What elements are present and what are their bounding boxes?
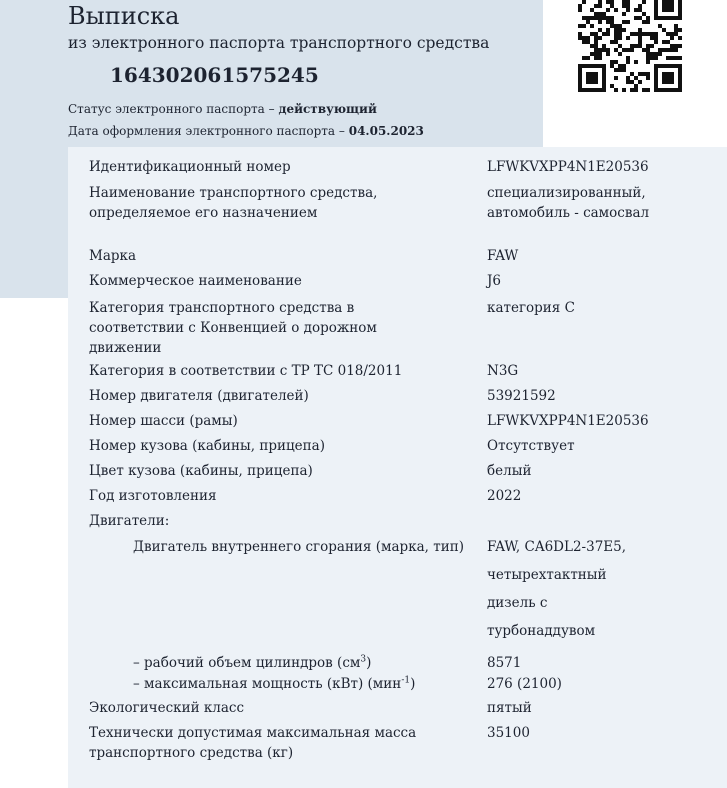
brand-label: Марка [89, 248, 136, 264]
vehicle-name-value-1: специализированный, [487, 185, 646, 201]
category-tr-label: Категория в соответствии с ТР ТС 018/2011 [89, 363, 403, 379]
vehicle-name-label-1: Наименование транспортного средства, [89, 185, 378, 201]
body-color-label: Цвет кузова (кабины, прицепа) [89, 463, 313, 479]
displacement-label: – рабочий объем цилиндров $(см^3)$ [133, 654, 372, 671]
ice-value-4: турбонаддувом [487, 623, 596, 639]
year-label: Год изготовления [89, 488, 217, 504]
ice-value-3: дизель с [487, 595, 548, 611]
max-mass-label-2: транспортного средства (кг) [89, 745, 294, 761]
header-side-strip [0, 147, 68, 298]
body-color-value: белый [487, 463, 532, 479]
displacement-value: 8571 [487, 655, 522, 671]
vehicle-name-value-2: автомобиль - самосвал [487, 205, 650, 221]
ice-label: Двигатель внутреннего сгорания (марка, тип) [133, 539, 465, 555]
engines-heading: Двигатели: [89, 513, 170, 529]
commercial-name-label: Коммерческое наименование [89, 273, 302, 289]
engine-number-label: Номер двигателя (двигателей) [89, 388, 309, 404]
status-line [68, 101, 377, 117]
max-mass-value: 35100 [487, 725, 530, 741]
vin-value: LFWKVXPP4N1E20536 [487, 159, 649, 175]
year-value: 2022 [487, 488, 522, 504]
brand-value: FAW [487, 248, 519, 264]
date-value: 04.05.2023 [348, 124, 424, 138]
document-title: Выписка [68, 2, 180, 30]
chassis-number-value: LFWKVXPP4N1E20536 [487, 413, 649, 429]
body-number-label: Номер кузова (кабины, прицепа) [89, 438, 325, 454]
category-convention-label-3: движении [89, 340, 162, 356]
date-label: Дата оформления электронного паспорта – [68, 124, 349, 138]
ice-value-1: FAW, CA6DL2-37E5, [487, 539, 627, 555]
date-line [68, 123, 424, 139]
qr-code-icon [578, 0, 682, 92]
max-mass-label-1: Технически допустимая максимальная масса [89, 725, 417, 741]
chassis-number-label: Номер шасси (рамы) [89, 413, 238, 429]
category-convention-label-2: соответствии с Конвенцией о дорожном [89, 320, 377, 336]
status-label: Статус электронного паспорта – [68, 102, 279, 116]
category-convention-value: категория С [487, 300, 575, 316]
max-power-label: – максимальная мощность (кВт) (мин$^{-1}$) [133, 675, 416, 692]
vehicle-name-label-2: определяемое его назначением [89, 205, 318, 221]
passport-number: 164302061575245 [110, 63, 319, 87]
category-tr-value: N3G [487, 363, 519, 379]
engine-number-value: 53921592 [487, 388, 556, 404]
status-value: действующий [278, 102, 377, 116]
eco-class-value: пятый [487, 700, 532, 716]
body-number-value: Отсутствует [487, 438, 575, 454]
document-subtitle: из электронного паспорта транспортного средства [68, 34, 490, 52]
ice-value-2: четырехтактный [487, 567, 607, 583]
eco-class-label: Экологический класс [89, 700, 245, 716]
category-convention-label-1: Категория транспортного средства в [89, 300, 355, 316]
vin-label: Идентификационный номер [89, 159, 291, 175]
commercial-name-value: J6 [487, 273, 502, 289]
max-power-value: 276 (2100) [487, 676, 562, 692]
